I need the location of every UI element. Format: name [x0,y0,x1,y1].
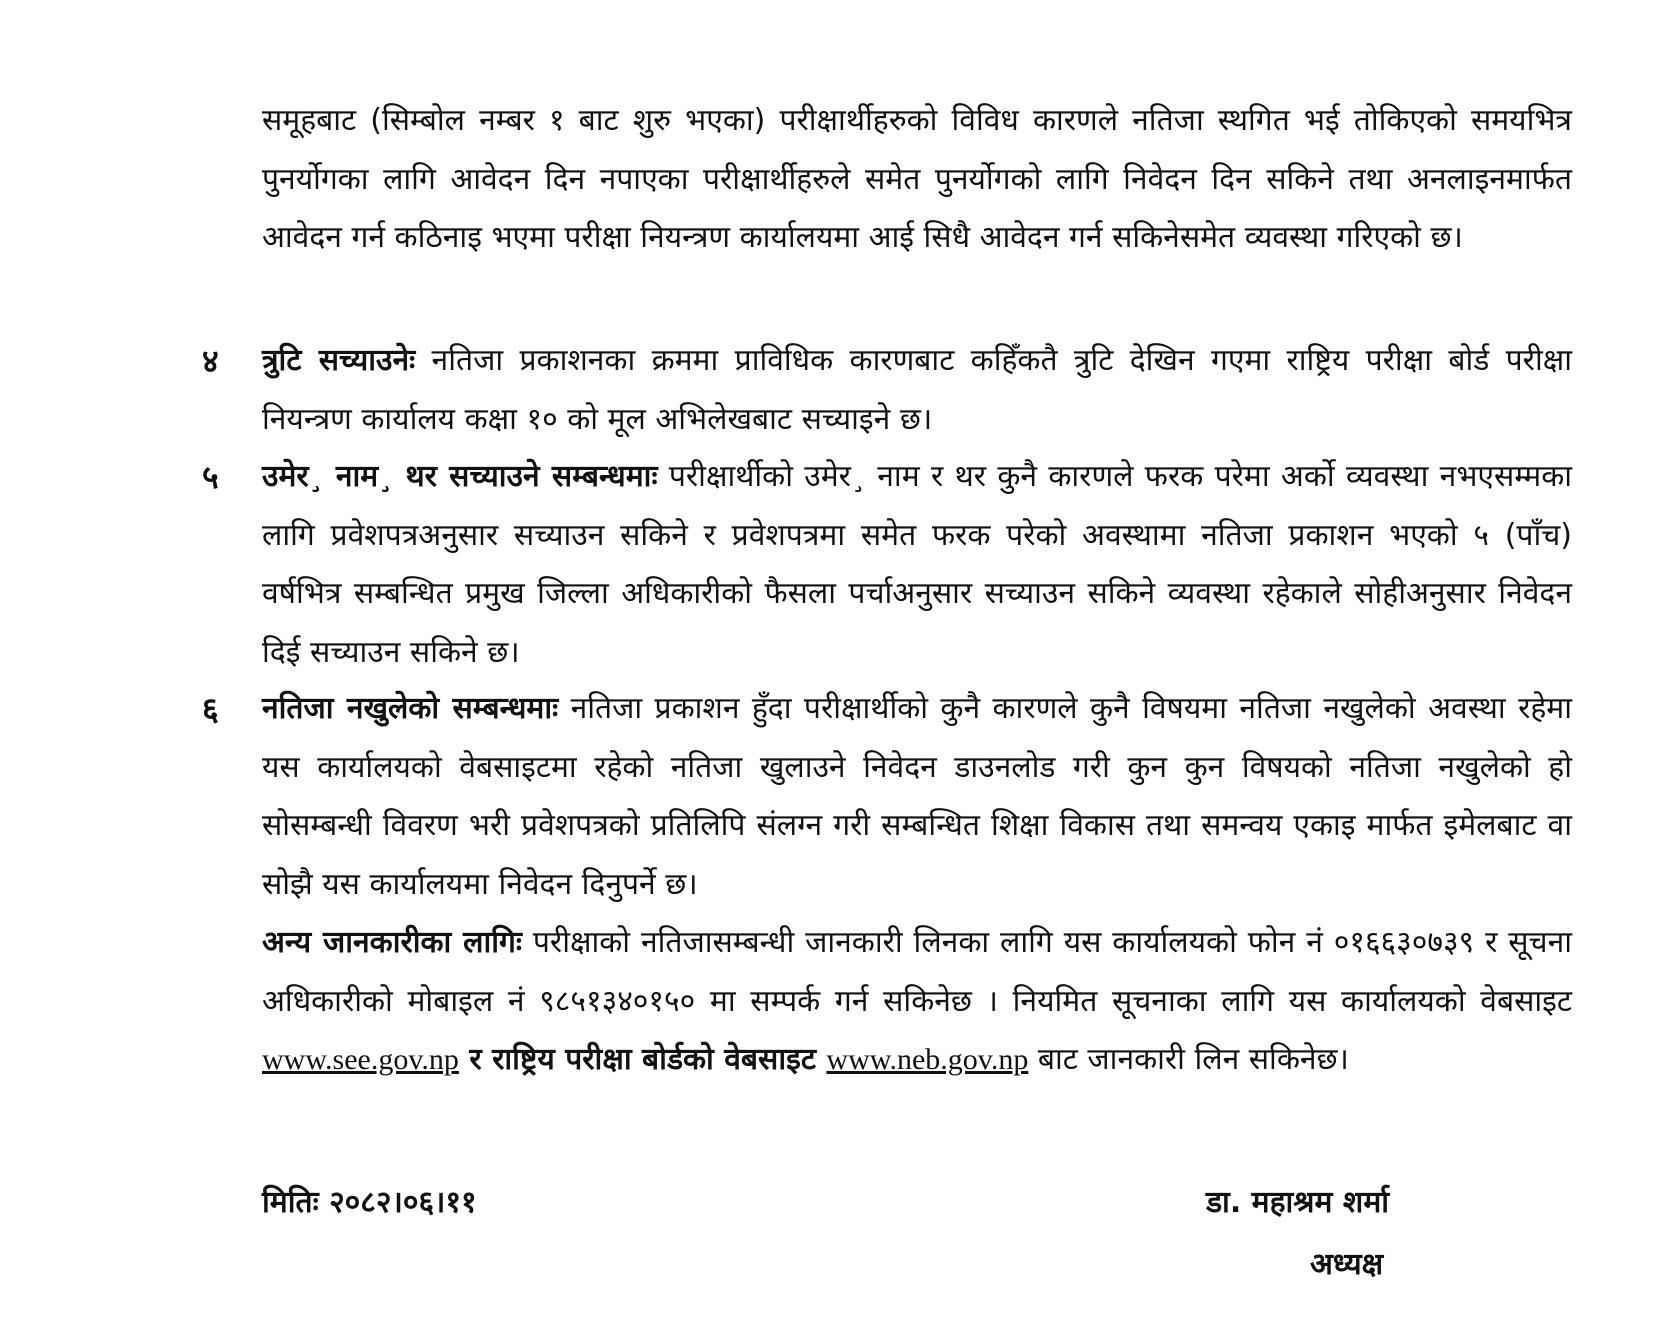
section-number: ४ [202,342,219,380]
section-body: नतिजा प्रकाशन हुँदा परीक्षार्थीको कुनै कारणले कुनै विषयमा नतिजा नखुलेको अवस्था रहेमा यस कार्यालयको वेबसाइटमा रहेको नतिजा खुलाउने निवेदन डाउनलोड गरी कुन कुन विषयको नतिजा नखुलेको हो सोसम्बन्धी विवरण भरी प्रवेशपत्रको प्रतिलिपि संलग्न गरी सम्बन्धित शिक्षा विकास तथा समन्वय एकाइ मार्फत इमेलबाट वा सोझै यस कार्यालयमा निवेदन दिनुपर्ने छ। [262,691,1573,902]
section-heading: नतिजा नखुलेको सम्बन्धमाः [262,691,559,726]
section-number: ६ [202,690,219,728]
date-line: मितिः २०८२।०६।११ [262,1185,477,1220]
other-info-heading: अन्य जानकारीका लागिः [262,925,522,960]
paragraph-continuation [262,92,1572,268]
other-info-text-3: बाट जानकारी लिन सकिनेछ। [1028,1042,1349,1077]
other-info-paragraph [262,914,1572,1090]
neb-website-link[interactable]: www.neb.gov.np [826,1043,1029,1076]
other-info-text-2: र राष्ट्रिय परीक्षा बोर्डको वेबसाइट [458,1042,827,1077]
other-info-text-1: परीक्षाको नतिजासम्बन्धी जानकारी लिनका लागि यस कार्यालयको फोन नं ०१६६३०७३९ र सूचना अधिकारीको मोबाइल नं ९८५१३४०१५० मा सम्पर्क गर्न सकिनेछ । नियमित सूचनाका लागि यस कार्यालयको वेबसाइट [262,925,1573,1019]
section-result-not-opened [262,680,1572,914]
section-body: परीक्षार्थीको उमेर¸ नाम र थर कुनै कारणले फरक परेमा अर्को व्यवस्था नभएसम्मका लागि प्रवेशपत्रअनुसार सच्याउन सकिने र प्रवेशपत्रमा समेत फरक परेको अवस्थामा नतिजा प्रकाशन भएको ५ (पाँच) वर्षभित्र सम्बन्धित प्रमुख जिल्ला अधिकारीको फैसला पर्चाअनुसार सच्याउन सकिने व्यवस्था रहेकाले सोहीअनुसार निवेदन दिई सच्याउन सकिने छ। [262,459,1573,670]
signatory-title: अध्यक्ष [1310,1247,1384,1282]
see-website-link[interactable]: www.see.gov.np [262,1043,459,1076]
section-number: ५ [202,458,219,496]
section-body: नतिजा प्रकाशनका क्रममा प्राविधिक कारणबाट कहिँकतै त्रुटि देखिन गएमा राष्ट्रिय परीक्षा बोर्ड परीक्षा नियन्त्रण कार्यालय कक्षा १० को मूल अभिलेखबाट सच्याइने छ। [262,343,1572,437]
section-heading: त्रुटि सच्याउनेः [262,343,416,378]
section-heading: उमेर¸ नाम¸ थर सच्याउने सम्बन्धमाः [262,459,658,494]
section-name-correction [262,448,1572,682]
section-error-correction [262,332,1572,449]
signatory-name: डा. महाश्रम शर्मा [1206,1185,1390,1220]
paragraph-continuation-text: समूहबाट (सिम्बोल नम्बर १ बाट शुरु भएका) परीक्षार्थीहरुको विविध कारणले नतिजा स्थगित भई तोकिएको समयभित्र पुनर्योगका लागि आवेदन दिन नपाएका परीक्षार्थीहरुले समेत पुनर्योगको लागि निवेदन दिन सकिने तथा अनलाइनमार्फत आवेदन गर्न कठिनाइ भएमा परीक्षा नियन्त्रण कार्यालयमा आई सिधै आवेदन गर्न सकिनेसमेत व्यवस्था गरिएको छ। [262,103,1572,255]
